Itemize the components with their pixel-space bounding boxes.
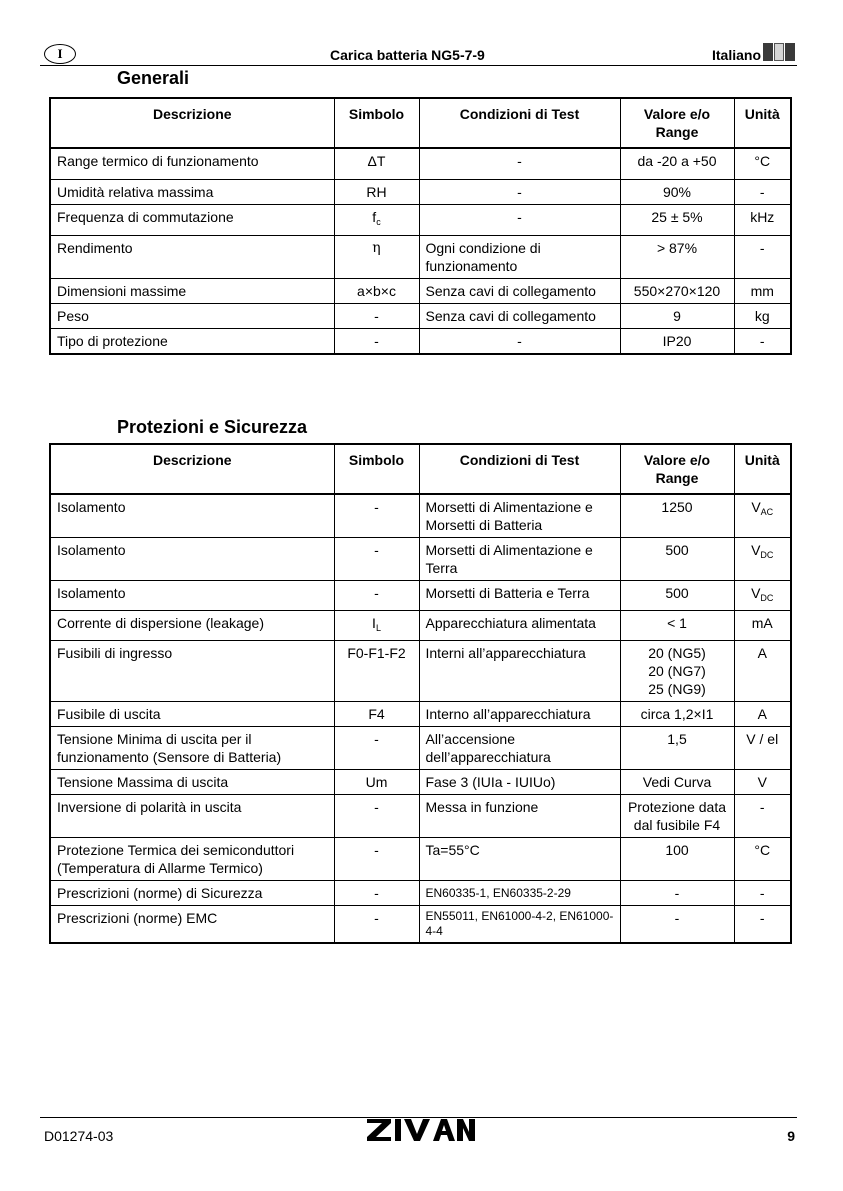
cell-unit: kg bbox=[734, 303, 791, 328]
cell-desc: Corrente di dispersione (leakage) bbox=[50, 611, 334, 641]
table-row bbox=[50, 641, 791, 702]
cell-sym bbox=[334, 204, 419, 235]
cell-desc: Umidità relativa massima bbox=[50, 179, 334, 204]
col-simbolo: Simbolo bbox=[334, 444, 419, 494]
cell-sym: - bbox=[334, 795, 419, 838]
symbol-subscript: L bbox=[375, 623, 381, 633]
table-row bbox=[50, 838, 791, 881]
cell-cond: Morsetti di Alimentazione e Morsetti di Batteria bbox=[419, 494, 620, 538]
unit-main: V bbox=[751, 542, 761, 558]
unit-subscript: AC bbox=[760, 507, 774, 517]
cell-desc: Peso bbox=[50, 303, 334, 328]
cell-val: < 1 bbox=[620, 611, 734, 641]
section-title-protezioni: Protezioni e Sicurezza bbox=[117, 417, 308, 437]
cell-unit: - bbox=[734, 235, 791, 278]
cell-cond: Ogni condizione di funzionamento bbox=[419, 235, 620, 278]
symbol-main: f bbox=[372, 208, 377, 225]
cell-sym: F4 bbox=[334, 702, 419, 727]
col-descrizione: Descrizione bbox=[50, 98, 334, 148]
cell-unit bbox=[734, 494, 791, 538]
cell-cond: Morsetti di Alimentazione e Terra bbox=[419, 538, 620, 581]
cell-val: Protezione data dal fusibile F4 bbox=[620, 795, 734, 838]
col-unita: Unità bbox=[734, 98, 791, 148]
cell-unit: kHz bbox=[734, 204, 791, 235]
cell-val: IP20 bbox=[620, 328, 734, 354]
cell-sym: - bbox=[334, 581, 419, 611]
cell-val: 500 bbox=[620, 581, 734, 611]
flag-icon bbox=[763, 43, 795, 61]
table-row bbox=[50, 611, 791, 641]
cell-unit: - bbox=[734, 906, 791, 944]
cell-desc: Rendimento bbox=[50, 235, 334, 278]
cell-val: da -20 a +50 bbox=[620, 148, 734, 179]
cell-cond: Apparecchiatura alimentata bbox=[419, 611, 620, 641]
footer-divider bbox=[40, 1117, 797, 1118]
cell-desc: Fusibile di uscita bbox=[50, 702, 334, 727]
cell-val: - bbox=[620, 881, 734, 906]
table-header-row bbox=[50, 98, 791, 148]
cell-sym: a×b×c bbox=[334, 278, 419, 303]
cell-unit: - bbox=[734, 881, 791, 906]
value-line: 25 (NG9) bbox=[648, 681, 706, 697]
table-row bbox=[50, 204, 791, 235]
cell-val: 550×270×120 bbox=[620, 278, 734, 303]
cell-cond: All’accensione dell’apparecchiatura bbox=[419, 727, 620, 770]
cell-val: - bbox=[620, 906, 734, 944]
cell-cond: EN60335-1, EN60335-2-29 bbox=[419, 881, 620, 906]
cell-sym: η bbox=[334, 235, 419, 278]
cell-cond: - bbox=[419, 204, 620, 235]
language-label: Italiano bbox=[711, 47, 761, 63]
table-row bbox=[50, 494, 791, 538]
page-header bbox=[40, 44, 797, 66]
cell-desc: Prescrizioni (norme) EMC bbox=[50, 906, 334, 944]
cell-desc: Protezione Termica dei semiconduttori (Temperatura di Allarme Termico) bbox=[50, 838, 334, 881]
cell-sym: ΔT bbox=[334, 148, 419, 179]
unit-main: V bbox=[751, 499, 761, 515]
cell-cond: - bbox=[419, 179, 620, 204]
col-condizioni: Condizioni di Test bbox=[419, 98, 620, 148]
col-unita: Unità bbox=[734, 444, 791, 494]
cell-unit: - bbox=[734, 179, 791, 204]
cell-sym: - bbox=[334, 494, 419, 538]
cell-cond: Senza cavi di collegamento bbox=[419, 303, 620, 328]
cell-sym: - bbox=[334, 838, 419, 881]
cell-cond: Morsetti di Batteria e Terra bbox=[419, 581, 620, 611]
cell-unit bbox=[734, 538, 791, 581]
table-row bbox=[50, 770, 791, 795]
cell-unit: - bbox=[734, 795, 791, 838]
cell-desc: Prescrizioni (norme) di Sicurezza bbox=[50, 881, 334, 906]
unit-main: V bbox=[751, 585, 761, 601]
cell-val: 500 bbox=[620, 538, 734, 581]
table-row bbox=[50, 328, 791, 354]
cell-cond: Senza cavi di collegamento bbox=[419, 278, 620, 303]
cell-unit: A bbox=[734, 702, 791, 727]
cell-val: Vedi Curva bbox=[620, 770, 734, 795]
cell-cond: EN55011, EN61000-4-2, EN61000-4-4 bbox=[419, 906, 620, 944]
table-row bbox=[50, 795, 791, 838]
table-row bbox=[50, 702, 791, 727]
value-line: 20 (NG5) bbox=[648, 645, 706, 661]
cell-unit: V bbox=[734, 770, 791, 795]
table-generali bbox=[49, 97, 792, 355]
cell-desc: Isolamento bbox=[50, 494, 334, 538]
cell-desc: Isolamento bbox=[50, 538, 334, 581]
cell-val: > 87% bbox=[620, 235, 734, 278]
cell-desc: Isolamento bbox=[50, 581, 334, 611]
document-code: D01274-03 bbox=[44, 1128, 114, 1144]
cell-unit: mA bbox=[734, 611, 791, 641]
col-valore: Valore e/o Range bbox=[620, 98, 734, 148]
document-title: Carica batteria NG5-7-9 bbox=[330, 47, 485, 63]
value-line: 20 (NG7) bbox=[648, 663, 706, 679]
cell-unit: °C bbox=[734, 148, 791, 179]
col-descrizione: Descrizione bbox=[50, 444, 334, 494]
cell-unit: V / el bbox=[734, 727, 791, 770]
cell-desc: Frequenza di commutazione bbox=[50, 204, 334, 235]
cell-desc: Inversione di polarità in uscita bbox=[50, 795, 334, 838]
cell-desc: Dimensioni massime bbox=[50, 278, 334, 303]
cell-cond: Fase 3 (IUIa - IUIUo) bbox=[419, 770, 620, 795]
cell-sym: - bbox=[334, 328, 419, 354]
cell-sym: - bbox=[334, 727, 419, 770]
cell-sym: - bbox=[334, 538, 419, 581]
cell-desc: Fusibili di ingresso bbox=[50, 641, 334, 702]
cell-sym: - bbox=[334, 906, 419, 944]
col-condizioni: Condizioni di Test bbox=[419, 444, 620, 494]
cell-desc: Tensione Minima di uscita per il funzionamento (Sensore di Batteria) bbox=[50, 727, 334, 770]
table-row bbox=[50, 727, 791, 770]
cell-desc: Range termico di funzionamento bbox=[50, 148, 334, 179]
cell-unit: °C bbox=[734, 838, 791, 881]
cell-val bbox=[620, 641, 734, 702]
table-header-row bbox=[50, 444, 791, 494]
table-row bbox=[50, 179, 791, 204]
symbol-main: I bbox=[372, 615, 376, 631]
cell-cond: Interni all’apparecchiatura bbox=[419, 641, 620, 702]
table-row bbox=[50, 538, 791, 581]
cell-desc: Tipo di protezione bbox=[50, 328, 334, 354]
cell-sym bbox=[334, 611, 419, 641]
symbol-subscript: c bbox=[376, 216, 381, 227]
cell-unit: mm bbox=[734, 278, 791, 303]
cell-sym: Um bbox=[334, 770, 419, 795]
cell-cond: - bbox=[419, 148, 620, 179]
table-row bbox=[50, 906, 791, 944]
cell-val: 9 bbox=[620, 303, 734, 328]
cell-cond: Ta=55°C bbox=[419, 838, 620, 881]
cell-sym: - bbox=[334, 303, 419, 328]
table-row bbox=[50, 303, 791, 328]
cell-unit: A bbox=[734, 641, 791, 702]
cell-val: 25 ± 5% bbox=[620, 204, 734, 235]
section-title-generali: Generali bbox=[117, 68, 190, 88]
cell-unit: - bbox=[734, 328, 791, 354]
table-row bbox=[50, 581, 791, 611]
cell-cond: - bbox=[419, 328, 620, 354]
header-divider bbox=[40, 65, 797, 66]
cell-val: 90% bbox=[620, 179, 734, 204]
col-valore: Valore e/o Range bbox=[620, 444, 734, 494]
col-simbolo: Simbolo bbox=[334, 98, 419, 148]
cell-desc: Tensione Massima di uscita bbox=[50, 770, 334, 795]
language-badge: I bbox=[44, 44, 76, 64]
cell-sym: F0-F1-F2 bbox=[334, 641, 419, 702]
zivan-logo bbox=[367, 1119, 475, 1141]
page-number: 9 bbox=[787, 1128, 795, 1144]
cell-val: 1,5 bbox=[620, 727, 734, 770]
table-protezioni bbox=[49, 443, 792, 944]
table-row bbox=[50, 881, 791, 906]
table-row bbox=[50, 235, 791, 278]
unit-subscript: DC bbox=[760, 593, 774, 603]
cell-unit bbox=[734, 581, 791, 611]
cell-cond: Messa in funzione bbox=[419, 795, 620, 838]
unit-subscript: DC bbox=[760, 550, 774, 560]
cell-cond: Interno all’apparecchiatura bbox=[419, 702, 620, 727]
table-row bbox=[50, 148, 791, 179]
cell-sym: RH bbox=[334, 179, 419, 204]
cell-val: 100 bbox=[620, 838, 734, 881]
cell-val: circa 1,2×I1 bbox=[620, 702, 734, 727]
cell-sym: - bbox=[334, 881, 419, 906]
table-row bbox=[50, 278, 791, 303]
cell-val: 1250 bbox=[620, 494, 734, 538]
